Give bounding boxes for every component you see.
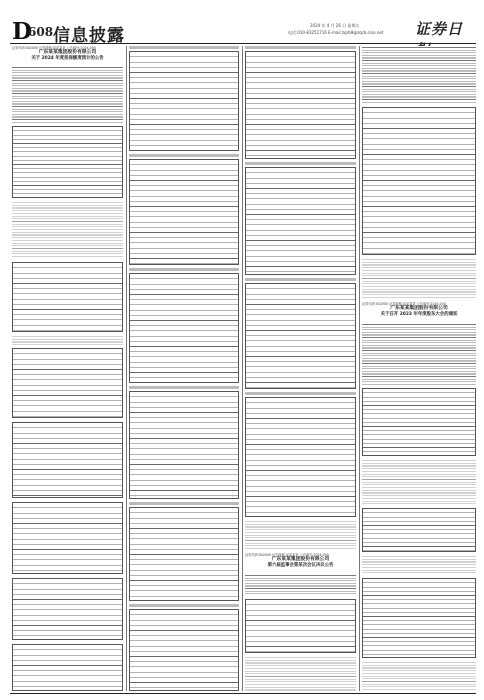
proposal-table bbox=[362, 388, 476, 456]
proxy-form-table bbox=[362, 508, 476, 552]
subsidiary-info-table bbox=[12, 578, 123, 640]
subsidiary-info-table bbox=[245, 167, 356, 275]
section-bar bbox=[129, 502, 239, 505]
body-text bbox=[12, 66, 123, 124]
subsidiary-info-table bbox=[12, 644, 123, 691]
column-3 bbox=[245, 46, 356, 691]
body-text bbox=[362, 555, 476, 575]
announcement-guarantee bbox=[12, 46, 123, 62]
company-name: 广东某某集团股份有限公司 bbox=[390, 306, 448, 311]
body-text bbox=[12, 335, 123, 345]
section-bar bbox=[129, 386, 239, 389]
body-text bbox=[12, 201, 123, 259]
body-text bbox=[362, 46, 476, 104]
announcement-meta: 证券代码:002000 证券简称:某某某某 公告编号:2024-000 bbox=[362, 302, 446, 306]
section-bar bbox=[245, 278, 356, 281]
section-bar bbox=[129, 268, 239, 271]
subsidiary-info-table bbox=[245, 397, 356, 517]
announcement-heading: 第六届监事会第某次会议决议公告 bbox=[267, 563, 334, 568]
section-bar bbox=[245, 162, 356, 165]
column-2 bbox=[129, 46, 239, 691]
subsidiary-info-table bbox=[12, 422, 123, 498]
announcement-supervisory-board bbox=[245, 553, 356, 569]
section-bar bbox=[245, 392, 356, 395]
announcement-meta: 证券代码:002000 证券简称:某某某某 公告编号:2024-000 bbox=[12, 46, 96, 50]
proxy-form-table bbox=[362, 578, 476, 658]
body-text bbox=[245, 574, 356, 596]
masthead-rule bbox=[10, 43, 476, 44]
subsidiary-info-table bbox=[245, 51, 356, 159]
date-line: 2024 年 4 月 26 日 星期五 bbox=[310, 23, 360, 28]
body-text bbox=[362, 323, 476, 385]
column-divider bbox=[359, 46, 360, 691]
subsidiary-info-table bbox=[129, 159, 239, 265]
company-name: 广东某某集团股份有限公司 bbox=[271, 557, 330, 562]
subsidiary-info-table bbox=[129, 609, 239, 691]
announcement-heading: 关于召开 2023 年年度股东大会的通知 bbox=[380, 312, 458, 317]
subsidiary-info-table bbox=[12, 262, 123, 332]
column-divider bbox=[126, 46, 127, 691]
section-letter: D bbox=[12, 18, 32, 45]
footer-rule bbox=[10, 693, 476, 694]
newspaper-logo: 证券日 bbox=[415, 20, 464, 38]
body-text bbox=[362, 258, 476, 300]
subsidiary-info-table bbox=[12, 502, 123, 574]
section-bar bbox=[129, 154, 239, 157]
section-bar bbox=[245, 46, 356, 49]
subsidiary-info-table bbox=[12, 348, 123, 418]
company-name: 广东某某集团股份有限公司 bbox=[38, 50, 97, 55]
subsidiary-info-table bbox=[245, 283, 356, 389]
announcement-agm-notice bbox=[362, 302, 476, 318]
masthead bbox=[10, 18, 476, 46]
subsidiary-info-table bbox=[129, 51, 239, 151]
column-1 bbox=[12, 46, 123, 691]
section-title: 信息披露 bbox=[53, 26, 125, 46]
column-divider bbox=[242, 46, 243, 691]
subsidiary-info-table bbox=[129, 273, 239, 383]
column-4 bbox=[362, 46, 476, 691]
page-number: 608 bbox=[28, 25, 54, 39]
contact-line: 电话:010-83251716 E-mail:zqrb9@zqrb.sina.net bbox=[288, 30, 384, 35]
body-text bbox=[245, 520, 356, 550]
resolution-table bbox=[362, 107, 476, 255]
subsidiary-info-table bbox=[129, 507, 239, 601]
subsidiary-info-table bbox=[129, 391, 239, 499]
section-bar bbox=[129, 46, 239, 49]
guarantee-table bbox=[12, 126, 123, 198]
body-text bbox=[245, 656, 356, 691]
body-text bbox=[362, 459, 476, 505]
announcement-heading: 关于 2024 年度担保额度预计的公告 bbox=[31, 56, 104, 61]
announcement-meta: 证券代码:002000 证券简称:某某某某 公告编号:2024-000 bbox=[245, 553, 329, 557]
voting-results-table bbox=[245, 599, 356, 653]
section-bar bbox=[129, 604, 239, 607]
body-text bbox=[362, 661, 476, 691]
